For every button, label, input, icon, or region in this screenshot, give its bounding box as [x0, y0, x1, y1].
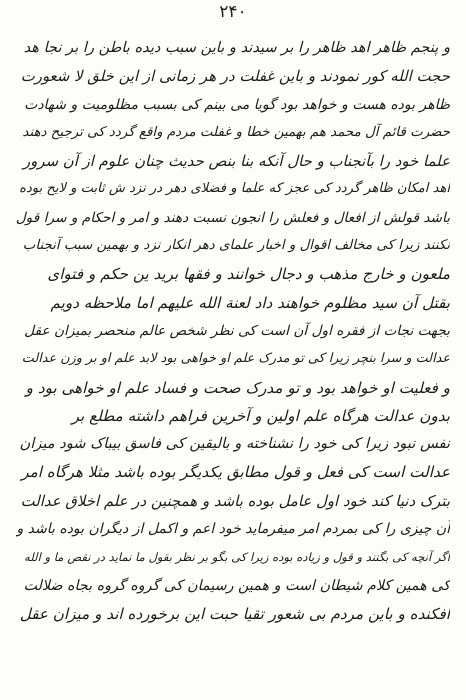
text-line: اهد امکان ظاهر گردد کی عجز که علما و فضلای دهر در نزد ش ثابت و لایح بوده	[19, 181, 450, 197]
text-line: باشد قولش از افعال و فعلش را انجون نسبت دهند و امر و احکام و سرا قول	[16, 209, 450, 226]
text-line: عدالت و سرا بنچر زیرا کی تو مدرک علم او خواهی بود لابد علم او بر وزن عدالت	[21, 351, 450, 367]
text-line: بقتل آن سید مظلوم خواهند داد لعنة الله علیهم اما ملاحظه دویم	[50, 293, 450, 312]
text-line: و فعلیت او خواهد بود و تو مدرک صحت و فساد علم او خواهی بود و	[25, 378, 450, 397]
text-line: بترک دنیا کند خود اول عامل بوده باشد و همچنین در علم اخلاق عدالت	[20, 491, 450, 510]
text-line: افکنده و باین مردم بی شعور تقیا حبت این برخورده اند و میزان عقل	[19, 604, 450, 623]
text-line: کی همین کلام شیطان است و همین رسیمان کی گروه گروه بجاه ضلالت	[23, 577, 450, 594]
text-line: علما خود را بآنجناب و حال آنکه بنا بنص حدیث چنان علوم از آن سرور	[22, 152, 450, 171]
text-line: اگر آنچه کی بگنند و قول و زیاده بوده زیرا کی بگو بر نظر بقول ما نماید در نقص ما و الله	[23, 550, 450, 565]
text-line: حضرت قائم آل محمد هم بهمین خطا و غفلت مردم واقع گردد کی ترجیح دهند	[22, 124, 450, 140]
page-number: ۲۴۰	[219, 2, 247, 22]
text-line: و پنجم ظاهر اهد ظاهر را بر سیدند و باین سبب دیده باطن را بر نجا هد	[23, 39, 450, 56]
text-line: نکنند زیرا کی مخالف اقوال و اخبار علمای دهر انکار نزد و بهمین سبب آنجناب	[22, 238, 450, 254]
text-line: بدون عدالت هرگاه علم اولین و آخرین فراهم داشته مطلع بر	[71, 406, 450, 425]
text-line: حجت الله کور نمودند و باین غفلت در هر زمانی از این خلق لا شعورت	[20, 67, 450, 86]
manuscript-body	[16, 34, 450, 628]
text-line: آن چیزی را کی بمردم امر میفرماید خود اعم و اکمل از دیگران بوده باشد و	[16, 521, 450, 538]
text-line: بجهت نجات از فقره اول آن است کی نظر شخص عالم منحصر بمیزان عقل	[24, 322, 450, 339]
text-line: ملعون و خارج مذهب و دجال خوانند و فقها برید ین حکم و فتوای	[47, 265, 450, 284]
text-line: عدالت است کی فعل و قول مطابق یکدیگر بوده باشد مثلا هرگاه امر	[21, 463, 450, 482]
text-line: نفس نبود زیرا کی خود را نشناخته و بالیقین کی فاسق بیباک شود میزان	[19, 435, 450, 453]
text-line: ظاهر بوده هست و خواهد بود گویا می بینم کی بسبب مظلومیت و شهادت	[24, 96, 450, 113]
